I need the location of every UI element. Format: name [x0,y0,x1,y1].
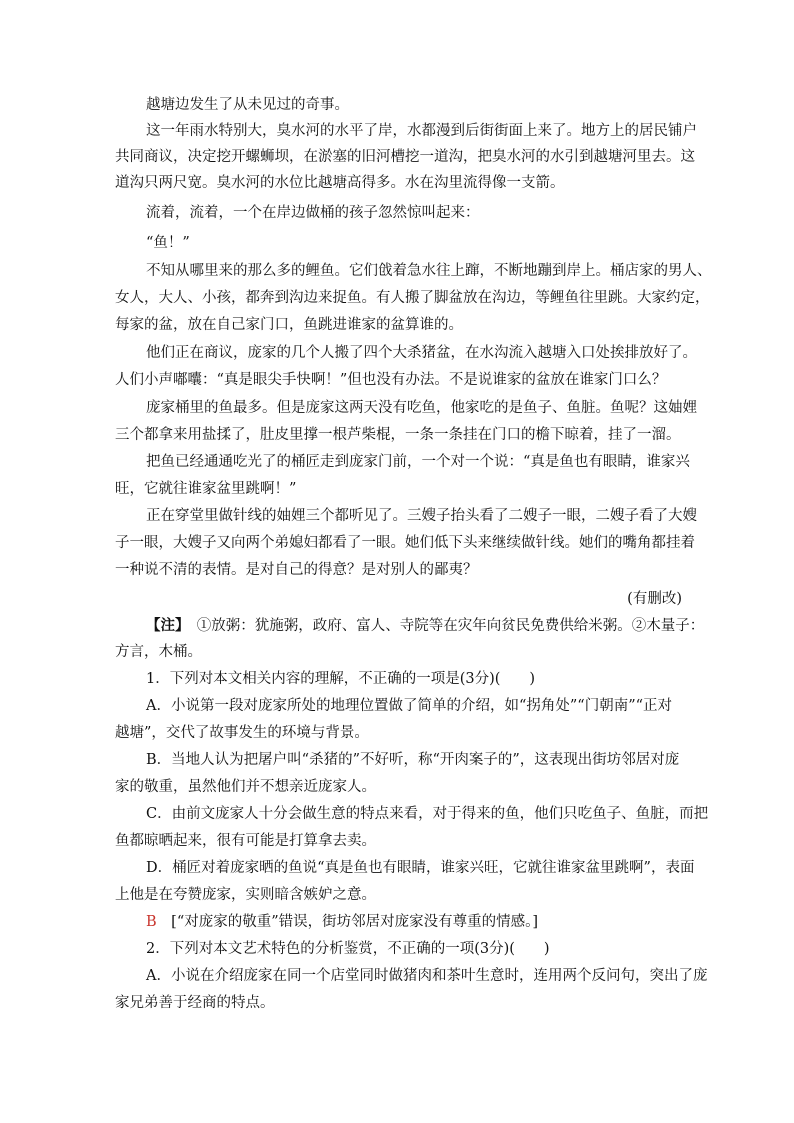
story-paragraph-6-line-2: 人们小声嘟囔：“真是眼尖手快啊！”但也没有办法。不是说谁家的盆放在谁家门口么？ [115,372,667,388]
story-paragraph-6-line-1: 他们正在商议，庞家的几个人搬了四个大杀猪盆，在水沟流入越塘入口处挨排放好了。 [146,345,697,361]
question-2-option-a-line-1: A．小说在介绍庞家在同一个店堂同时做猪肉和茶叶生意时，连用两个反问句，突出了庞 [146,968,708,984]
answer-explanation: [“对庞家的敬重”错误，街坊邻居对庞家没有尊重的情感。] [171,914,539,930]
question-1-option-a-line-1: A．小说第一段对庞家所处的地理位置做了简单的介绍，如“拐角处”“门朝南”“正对 [146,698,673,714]
footnote-text: ①放粥：犹施粥，政府、富人、寺院等在灾年向贫民免费供给米粥。②木量子： [196,618,705,634]
story-paragraph-8-line-2: 旺，它就往谁家盆里跳啊！” [115,481,297,497]
story-paragraph-3: 流着，流着，一个在岸边做桶的孩子忽然惊叫起来： [146,205,480,221]
story-paragraph-9-line-1: 正在穿堂里做针线的妯娌三个都听见了。三嫂子抬头看了二嫂子一眼，二嫂子看了大嫂 [146,508,697,524]
footnote-line-1 [146,613,704,639]
story-paragraph-9-line-3: 一种说不清的表情。是对自己的得意？是对别人的鄙夷？ [115,562,478,578]
story-paragraph-8-line-1: 把鱼已经通通吃光了的桶匠走到庞家门前，一个对一个说：“真是鱼也有眼睛，谁家兴 [146,454,690,470]
question-1-option-a-line-2: 越塘”，交代了故事发生的环境与背景。 [115,725,369,741]
story-paragraph-2-line-1: 这一年雨水特别大，臭水河的水平了岸，水都漫到后街街面上来了。地方上的居民铺户 [146,123,697,139]
story-paragraph-5-line-2: 女人，大人、小孩，都奔到沟边来捉鱼。有人搬了脚盆放在沟边，等鲤鱼往里跳。大家约定， [115,290,710,306]
footnote-label: 【注】 [146,617,183,634]
story-paragraph-5-line-3: 每家的盆，放在自己家门口，鱼跳进谁家的盆算谁的。 [115,317,463,333]
answer-letter: B [146,914,157,930]
story-paragraph-5-line-1: 不知从哪里来的那么多的鲤鱼。它们戗着急水往上蹿，不断地蹦到岸上。桶店家的男人、 [146,263,712,279]
question-1-option-d-line-2: 上他是在夸赞庞家，实则暗含嫉妒之意。 [115,887,376,903]
question-2-stem: 2．下列对本文艺术特色的分析鉴赏，不正确的一项(3分)( ) [146,941,550,957]
footnote-line-2: 方言，木桶。 [115,644,202,660]
story-paragraph-2-line-2: 共同商议，决定挖开螺蛳坝，在淤塞的旧河槽挖一道沟，把臭水河的水引到越塘河里去。这 [115,149,695,165]
story-paragraph-1: 越塘边发生了从未见过的奇事。 [146,97,349,113]
question-2-option-a-line-2: 家兄弟善于经商的特点。 [115,995,275,1011]
question-1-option-b-line-2: 家的敬重，虽然他们并不想亲近庞家人。 [115,779,376,795]
question-1-option-c-line-1: C．由前文庞家人十分会做生意的特点来看，对于得来的鱼，他们只吃鱼子、鱼脏，而把 [146,806,709,822]
story-paragraph-7-line-2: 三个都拿来用盐揉了，肚皮里撑一根芦柴棍，一条一条挂在门口的檐下晾着，挂了一溜。 [115,427,681,443]
story-paragraph-9-line-2: 子一眼，大嫂子又向两个弟媳妇都看了一眼。她们低下头来继续做针线。她们的嘴角都挂着 [115,535,695,551]
question-1-answer [146,909,538,935]
story-paragraph-2-line-3: 道沟只两尺宽。臭水河的水位比越塘高得多。水在沟里流得像一支箭。 [115,175,565,191]
question-1-option-d-line-1: D．桶匠对着庞家晒的鱼说“真是鱼也有眼睛，谁家兴旺，它就往谁家盆里跳啊”，表面 [146,860,695,876]
question-1-option-c-line-2: 鱼都晾晒起来，很有可能是打算拿去卖。 [115,833,376,849]
source-note: (有删改) [627,591,682,607]
question-1-stem: 1．下列对本文相关内容的理解，不正确的一项是(3分)( ) [146,671,536,687]
story-paragraph-4: “鱼！” [146,235,190,251]
story-paragraph-7-line-1: 庞家桶里的鱼最多。但是庞家这两天没有吃鱼，他家吃的是鱼子、鱼脏。鱼呢？这妯娌 [146,400,697,416]
question-1-option-b-line-1: B．当地人认为把屠户叫“杀猪的”不好听，称“开肉案子的”，这表现出街坊邻居对庞 [146,752,680,768]
